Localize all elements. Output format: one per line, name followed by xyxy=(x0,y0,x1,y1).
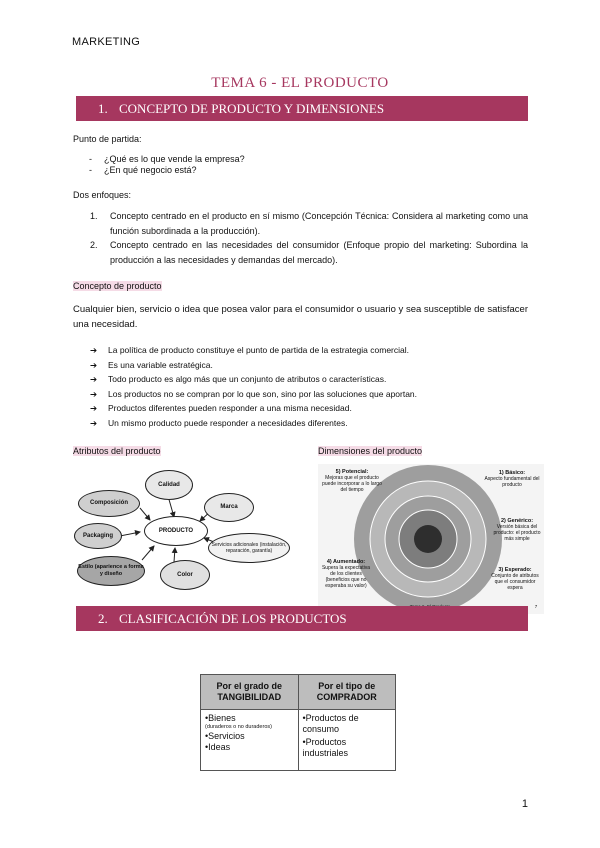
list-item: - ¿Qué es lo que vende la empresa? xyxy=(89,154,245,164)
attributes-label: Atributos del producto xyxy=(73,446,161,456)
list-item: ➔ Todo producto es algo más que un conjunto de atributos o características. xyxy=(90,374,387,384)
list-item: 1. Concepto centrado en el producto en sí mismo (Concepción Técnica: Considera al marketing como una función subordinada a la producción). xyxy=(90,211,528,236)
list-item: ➔ Los productos no se compran por lo que son, sino por las soluciones que aportan. xyxy=(90,388,418,399)
starting-point-label: Punto de partida: xyxy=(73,134,142,144)
concept-definition: Cualquier bien, servicio o idea que posea valor para el consumidor o usuario y sea susceptible de satisfacer una necesidad. xyxy=(73,304,528,330)
section-number: 2. xyxy=(98,611,108,626)
list-item: •Bienes xyxy=(205,713,236,723)
starting-point-list xyxy=(73,154,533,176)
dim-generico: 2) Genérico: Versión básica del producto: el producto más simple xyxy=(493,518,541,542)
page-number: 1 xyxy=(521,798,528,810)
dimensions-label: Dimensiones del producto xyxy=(318,446,423,456)
attribute-node-servicios: Servicios adicionales (instalación, reparación, garantía) xyxy=(208,533,290,563)
approaches-list xyxy=(73,209,528,267)
attribute-node-estilo: Estilo (aparience a forma y diseño xyxy=(77,556,145,586)
table-header-comprador: Por el tipo de COMPRADOR xyxy=(298,675,396,710)
section-heading-2 xyxy=(76,606,528,631)
concept-label: Concepto de producto xyxy=(73,281,162,291)
dim-potencial: 5) Potencial: Mejoras que el producto puede incorporar a lo largo del tiempo xyxy=(322,469,382,493)
section-title: CONCEPTO DE PRODUCTO Y DIMENSIONES xyxy=(119,101,385,116)
dimensions-diagram xyxy=(318,464,544,614)
page-title: TEMA 6 - EL PRODUCTO xyxy=(211,75,389,91)
list-item: ➔ La política de producto constituye el punto de partida de la estrategia comercial. xyxy=(90,345,409,355)
classification-table xyxy=(200,674,396,771)
table-cell-comprador xyxy=(298,710,396,771)
attribute-node-packaging: Packaging xyxy=(74,523,122,549)
list-item: (duraderos o no duraderos) xyxy=(205,724,272,730)
dim-esperado: 3) Esperado: Conjunto de atributos que el consumidor espera xyxy=(491,567,539,591)
attribute-node-color: Color xyxy=(160,560,210,590)
attribute-node-marca: Marca xyxy=(204,493,254,522)
dim-slide-number: 7 xyxy=(534,604,538,609)
concept-bullets xyxy=(90,343,530,430)
attribute-node-center: PRODUCTO xyxy=(144,516,208,546)
list-item: 2. Concepto centrado en las necesidades del consumidor (Enfoque propio del marketing: Subordina la producción a las necesidades y demandas del mercado). xyxy=(90,240,528,265)
list-item: •Ideas xyxy=(205,742,231,752)
list-item: ➔ Es una variable estratégica. xyxy=(90,359,213,370)
list-item: •Productos de consumo xyxy=(302,713,359,734)
dim-basico: 1) Básico: Aspecto fundamental del producto xyxy=(484,470,540,488)
table-header-tangibilidad: Por el grado de TANGIBILIDAD xyxy=(201,675,299,710)
list-item: •Servicios xyxy=(205,731,245,741)
table-cell-tangibilidad xyxy=(201,710,299,771)
section-heading-1 xyxy=(76,96,528,121)
attribute-node-composicion: Composición xyxy=(78,490,140,517)
list-item: - ¿En qué negocio está? xyxy=(89,165,197,175)
list-item: ➔ Productos diferentes pueden responder a una misma necesidad. xyxy=(90,403,352,413)
attribute-node-calidad: Calidad xyxy=(145,470,193,500)
document-header: MARKETING xyxy=(72,36,141,48)
list-item: ➔ Un mismo producto puede responder a necesidades diferentes. xyxy=(90,417,348,428)
section-number: 1. xyxy=(98,101,108,116)
ring-basico xyxy=(414,525,442,553)
dim-aumentado: 4) Aumentado: Supera la expectativa de los clientes (beneficios que no esperaba su valor) xyxy=(321,559,371,589)
list-item: •Productos industriales xyxy=(302,737,349,758)
approaches-label: Dos enfoques: xyxy=(73,190,132,200)
attributes-diagram xyxy=(72,466,294,600)
section-title: CLASIFICACIÓN DE LOS PRODUCTOS xyxy=(119,611,347,626)
